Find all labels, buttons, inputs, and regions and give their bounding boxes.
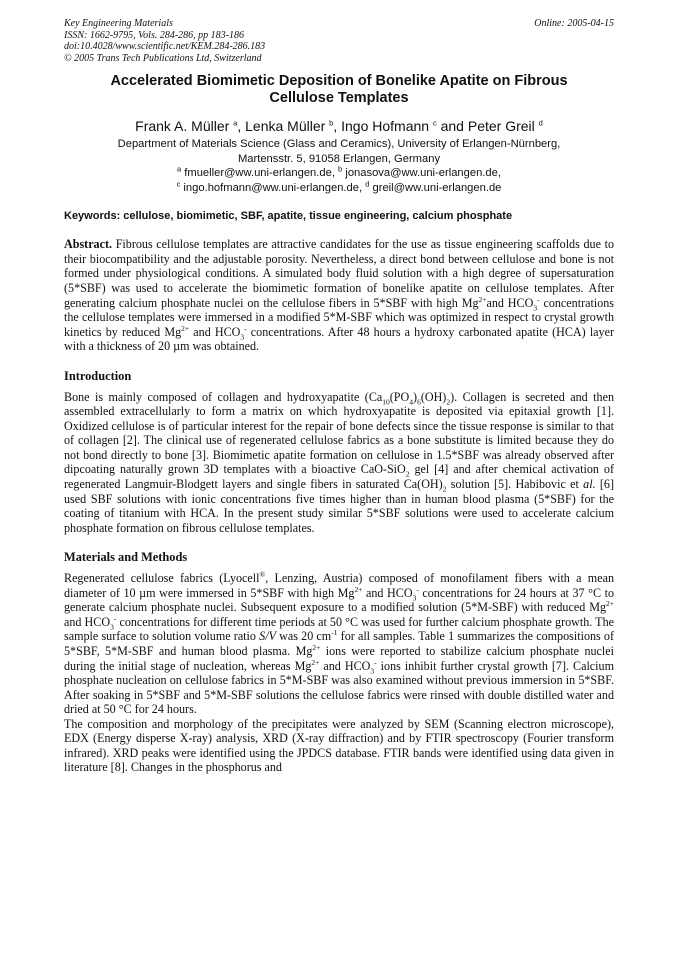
superscript: - (244, 323, 247, 333)
subscript: 6 (417, 397, 421, 407)
intro-text: ). Collagen is secreted and then assembled extracellularly to form a matrix on which hydroxyapatite is deposited via epitaxial growth [1]. Oxidized cellulose is of particular interest for the repair of bone defects since the tissue response is similar to that of collagen [2]. The clinical use of regenerated cellulose fabrics as a bone substitute is limited because they do not bond directly to bone [3]. Biomimetic apatite formation on cellulose in 1.5*SBF was already observed after dipcoating naturally grown 3D templates with a bioactive CaO-SiO (64, 389, 614, 477)
affiliation-dept: Department of Materials Science (Glass and Ceramics), University of Erlangen-Nürnberg, (117, 138, 561, 150)
subscript: 3 (240, 332, 245, 342)
intro-text: (OH) (420, 389, 447, 404)
superscript: 2+ (354, 584, 363, 594)
journal-copyright: © 2005 Trans Tech Publications Ltd, Switzerland (64, 52, 262, 64)
intro-text: Bone is mainly composed of collagen and hydroxyapatite (Ca (64, 389, 383, 404)
subscript: 3 (412, 593, 417, 603)
affiliation-emails-1 (64, 166, 614, 181)
methods-text: Regenerated cellulose fabrics (Lyocell (64, 571, 260, 586)
title-line-1: Accelerated Biomimetic Deposition of Bonelike Apatite on Fibrous (110, 73, 568, 89)
subscript: 10 (382, 397, 390, 407)
methods-italic: S/V (259, 629, 276, 644)
superscript: 2+ (181, 323, 190, 333)
intro-text: ) (413, 389, 418, 404)
email-c-mark: c (176, 179, 181, 189)
methods-text: concentrations for 24 hours at 37 °C to generate calcium phosphate nuclei. Subsequent exposure to a modified solution (5*M-SBF) with reduced Mg (64, 585, 615, 615)
abstract-label: Abstract. (64, 237, 113, 252)
intro-heading: Introduction (64, 368, 132, 383)
methods-paragraph-2: The composition and morphology of the precipitates were analyzed by SEM (Scanning electron microscope), EDX (Energy disperse X-ray) analysis, XRD (X-ray diffraction) and by FTIR spectroscopy (Fourier transform infrared). XRD peaks were identified using the JPDCS database. FTIR bands were identified using data given in literature [8]. Changes in the phosphorus and (64, 716, 614, 775)
methods-text: and HCO (319, 658, 371, 673)
author-3-mark: c (432, 118, 437, 128)
title-line-2: Cellulose Templates (269, 90, 409, 106)
affiliation (64, 137, 614, 195)
superscript: 2+ (312, 642, 321, 652)
affiliation-emails-2 (64, 181, 614, 196)
author-2: , Lenka Müller (237, 118, 326, 134)
abstract (64, 237, 614, 353)
subscript: 3 (533, 302, 538, 312)
intro-text: [6] used SBF solutions with ionic concentrations five times higher than in human blood plasma (5*SBF) for the coating of titanium with HCA. In the present study similar 5*SBF solutions were used to accelerate calcium phosphate formation on fibrous cellulose templates. (64, 477, 614, 535)
paper-page (64, 18, 614, 775)
intro-text: (PO (389, 389, 410, 404)
author-list (64, 118, 614, 135)
author-3: , Ingo Hofmann (333, 118, 430, 134)
subscript: 2 (446, 397, 451, 407)
methods-paragraph-1 (64, 571, 614, 716)
superscript: 2+ (606, 599, 614, 609)
paper-title (64, 73, 614, 107)
subscript: 3 (110, 622, 114, 632)
methods-text: concentrations for different time periods at 50 °C was used for further calcium phosphate growth. The sample surface to solution volume ratio (64, 614, 614, 644)
email-d[interactable]: greil@ww.uni-erlangen.de (369, 181, 502, 194)
superscript: -1 (331, 628, 338, 638)
methods-text: ions were reported to stabilize calcium phosphate nuclei during the initial stage of nucleation, whereas Mg (64, 643, 614, 673)
journal-issn: ISSN: 1662-9795, Vols. 284-286, pp 183-186 (64, 29, 244, 41)
online-date: Online: 2005-04-15 (534, 18, 614, 29)
author-4: and Peter Greil (436, 118, 535, 134)
author-1-mark: a (233, 118, 238, 128)
abstract-text: and HCO (486, 295, 534, 310)
superscript: - (537, 294, 540, 304)
intro-paragraph (64, 390, 614, 535)
methods-text: and HCO (362, 585, 413, 600)
intro-text: gel [4] and after chemical activation of regenerated Langmuir-Blodgett layers and single fibers in saturated Ca(OH) (64, 462, 614, 492)
keywords: Keywords: cellulose, biomimetic, SBF, apatite, tissue engineering, calcium phosphate (64, 210, 513, 223)
subscript: 2 (405, 469, 410, 479)
author-2-mark: b (329, 118, 334, 128)
email-a[interactable]: fmueller@ww.uni-erlangen.de, (184, 167, 339, 180)
intro-text: solution [5]. Habibovic et (446, 477, 584, 492)
journal-name: Key Engineering Materials (64, 18, 173, 29)
methods-text: , Lenzing, Austria) composed of monofilament fibers with a mean diameter of 10 µm were immersed in 5*SBF with high Mg (64, 571, 614, 600)
subscript: 2 (442, 484, 447, 494)
email-a-mark: a (177, 164, 182, 174)
methods-text: and HCO (64, 614, 111, 629)
superscript: - (113, 613, 117, 623)
email-c[interactable]: ingo.hofmann@ww.uni-erlangen.de, (180, 181, 366, 194)
superscript: - (374, 657, 377, 667)
abstract-text: concentrations. After 48 hours a hydroxy carbonated apatite (HCA) layer with a thickness of 20 µm was obtained. (64, 324, 614, 354)
registered-mark: ® (259, 570, 266, 580)
abstract-text: Fibrous cellulose templates are attractive candidates for the use as tissue engineering scaffolds due to their biocompatibility and the adjustable porosity. Nevertheless, a direct bond between cellulose and bone is not formed under physiological conditions. A simulated body fluid solution with a high degree of supersaturation (5*SBF) was used to accelerate the biomimetic formation of bonelike apatite on cellulose templates. After generating calcium phosphate nuclei on the cellulose fibers in 5*SBF with high Mg (64, 237, 614, 310)
author-4-mark: d (538, 118, 543, 128)
author-1: Frank A. Müller (135, 118, 230, 134)
subscript: 3 (370, 665, 375, 675)
abstract-text: concentrations the cellulose templates were immersed in a modified 5*M-SBF which was optimized in respect to crystal growth kinetics by reduced Mg (64, 295, 614, 339)
journal-doi: doi:10.4028/www.scientific.net/KEM.284-286.183 (64, 41, 266, 52)
methods-heading: Materials and Methods (64, 550, 188, 565)
methods-text: was 20 cm (275, 629, 332, 644)
email-b-mark: b (338, 164, 343, 174)
superscript: 2+ (478, 294, 487, 304)
intro-italic: al. (583, 477, 596, 492)
abstract-text: and HCO (189, 324, 241, 339)
methods-text: for all samples. Table 1 summarizes the compositions of 5*SBF, 5*M-SBF and human blood plasma. Mg (64, 629, 615, 658)
subscript: 4 (409, 397, 414, 407)
methods-text: ions inhibit further crystal growth [7]. Calcium phosphate nucleation on cellulose fabrics in 5*M-SBF was also examined without previous immersion in 5*SBF. After soaking in 5*SBF and 5*M-SBF solutions the cellulose fabrics were rinsed with double distilled water and dried at 50 °C for 24 hours. (64, 658, 614, 717)
email-b[interactable]: jonasova@ww.uni-erlangen.de, (342, 167, 501, 180)
email-d-mark: d (365, 179, 370, 189)
affiliation-address: Martensstr. 5, 91058 Erlangen, Germany (237, 152, 441, 165)
superscript: 2+ (311, 657, 320, 667)
journal-header (64, 18, 614, 64)
superscript: - (416, 584, 419, 594)
